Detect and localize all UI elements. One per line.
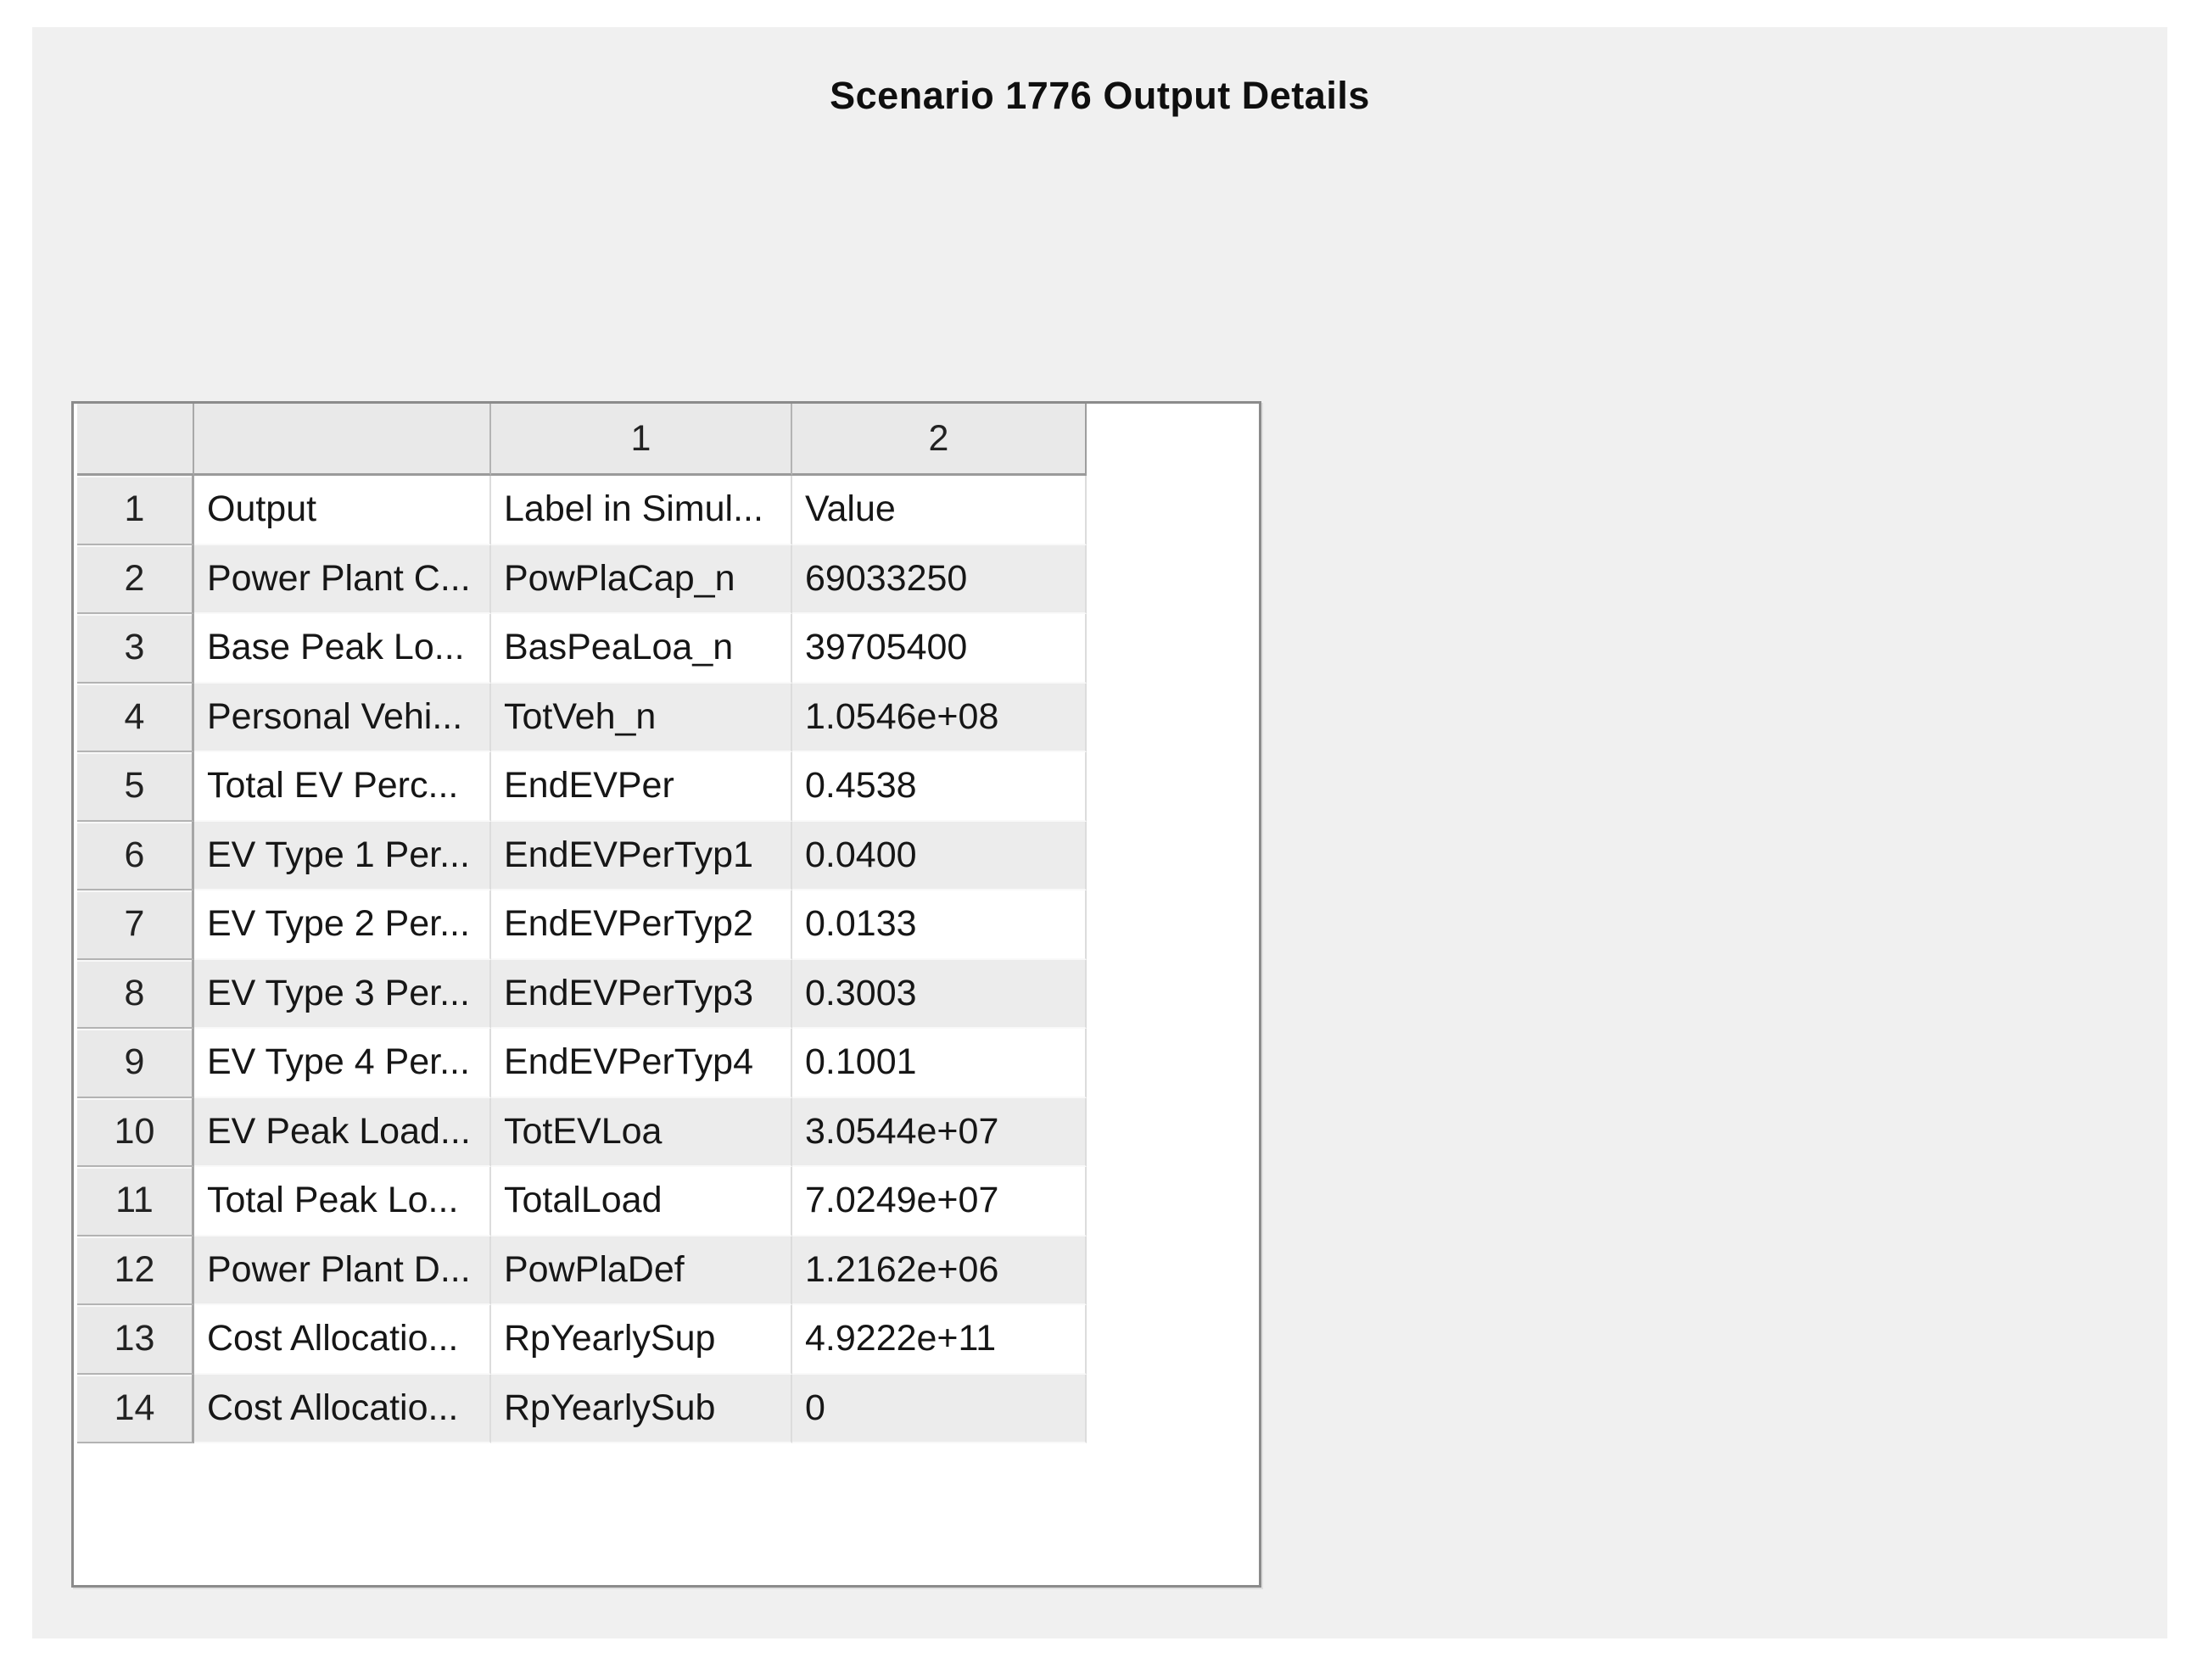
row-header[interactable]: 4 [77,684,194,753]
cell-output-name[interactable]: Total EV Perc... [194,752,491,822]
cell-output-name[interactable]: Cost Allocatio... [194,1305,491,1375]
row-filler [1087,614,1259,684]
row-filler [1087,1167,1259,1236]
column-header-row [74,404,1259,476]
header-filler [1087,404,1259,476]
row-filler [1087,822,1259,891]
row-filler [1087,890,1259,960]
cell-output-name[interactable]: Output [194,476,491,545]
cell-output-name[interactable]: EV Peak Load... [194,1098,491,1168]
cell-value[interactable]: 39705400 [792,614,1087,684]
row-header[interactable]: 10 [77,1098,194,1168]
row-header[interactable]: 5 [77,752,194,822]
cell-value[interactable]: 1.0546e+08 [792,684,1087,753]
row-filler [1087,1305,1259,1375]
row-filler [1087,1375,1259,1444]
row-header[interactable]: 9 [77,1029,194,1098]
table-row [74,614,1259,684]
cell-value[interactable]: 0.0133 [792,890,1087,960]
row-filler [1087,684,1259,753]
row-header[interactable]: 14 [77,1375,194,1444]
output-details-table [71,401,1261,1588]
table-row [74,476,1259,545]
cell-sim-label[interactable]: PowPlaCap_n [491,545,792,615]
cell-value[interactable]: 0 [792,1375,1087,1444]
table-row [74,822,1259,891]
cell-value[interactable]: 3.0544e+07 [792,1098,1087,1168]
row-header[interactable]: 7 [77,890,194,960]
cell-output-name[interactable]: Personal Vehi... [194,684,491,753]
cell-value[interactable]: 0.3003 [792,960,1087,1030]
table-row [74,684,1259,753]
cell-output-name[interactable]: Total Peak Lo... [194,1167,491,1236]
table-row [74,1167,1259,1236]
row-filler [1087,545,1259,615]
cell-sim-label[interactable]: TotVeh_n [491,684,792,753]
cell-sim-label[interactable]: EndEVPerTyp2 [491,890,792,960]
cell-output-name[interactable]: EV Type 4 Per... [194,1029,491,1098]
row-filler [1087,1098,1259,1168]
row-filler [1087,752,1259,822]
cell-value[interactable]: 4.9222e+11 [792,1305,1087,1375]
cell-value[interactable]: 7.0249e+07 [792,1167,1087,1236]
column-header-corner[interactable] [77,404,194,476]
cell-value[interactable]: 0.4538 [792,752,1087,822]
cell-sim-label[interactable]: EndEVPerTyp1 [491,822,792,891]
row-header[interactable]: 13 [77,1305,194,1375]
cell-output-name[interactable]: Power Plant D... [194,1236,491,1306]
row-filler [1087,1029,1259,1098]
table-row [74,890,1259,960]
row-header[interactable]: 6 [77,822,194,891]
column-header-output[interactable] [194,404,491,476]
row-filler [1087,1236,1259,1306]
row-filler [1087,960,1259,1030]
cell-sim-label[interactable]: TotEVLoa [491,1098,792,1168]
cell-value[interactable]: Value [792,476,1087,545]
cell-sim-label[interactable]: RpYearlySub [491,1375,792,1444]
row-header[interactable]: 1 [77,476,194,545]
table-row [74,1375,1259,1444]
table-row [74,1305,1259,1375]
table-row [74,545,1259,615]
cell-sim-label[interactable]: EndEVPerTyp3 [491,960,792,1030]
cell-value[interactable]: 69033250 [792,545,1087,615]
cell-output-name[interactable]: EV Type 2 Per... [194,890,491,960]
cell-sim-label[interactable]: BasPeaLoa_n [491,614,792,684]
cell-output-name[interactable]: Power Plant C... [194,545,491,615]
table-row [74,1236,1259,1306]
cell-output-name[interactable]: EV Type 3 Per... [194,960,491,1030]
cell-sim-label[interactable]: Label in Simul... [491,476,792,545]
cell-value[interactable]: 0.1001 [792,1029,1087,1098]
cell-sim-label[interactable]: RpYearlySup [491,1305,792,1375]
table-body [74,476,1259,1443]
cell-output-name[interactable]: Cost Allocatio... [194,1375,491,1444]
cell-output-name[interactable]: EV Type 1 Per... [194,822,491,891]
row-filler [1087,476,1259,545]
row-header[interactable]: 11 [77,1167,194,1236]
row-header[interactable]: 12 [77,1236,194,1306]
column-header-1[interactable]: 1 [491,404,792,476]
row-header[interactable]: 8 [77,960,194,1030]
cell-sim-label[interactable]: TotalLoad [491,1167,792,1236]
cell-sim-label[interactable]: PowPlaDef [491,1236,792,1306]
cell-output-name[interactable]: Base Peak Lo... [194,614,491,684]
row-header[interactable]: 2 [77,545,194,615]
column-header-2[interactable]: 2 [792,404,1087,476]
figure-panel [32,27,2167,1638]
table-row [74,1029,1259,1098]
table-row [74,1098,1259,1168]
row-header[interactable]: 3 [77,614,194,684]
cell-sim-label[interactable]: EndEVPer [491,752,792,822]
figure-title: Scenario 1776 Output Details [830,74,1370,117]
cell-value[interactable]: 1.2162e+06 [792,1236,1087,1306]
table-row [74,752,1259,822]
table-row [74,960,1259,1030]
cell-sim-label[interactable]: EndEVPerTyp4 [491,1029,792,1098]
cell-value[interactable]: 0.0400 [792,822,1087,891]
